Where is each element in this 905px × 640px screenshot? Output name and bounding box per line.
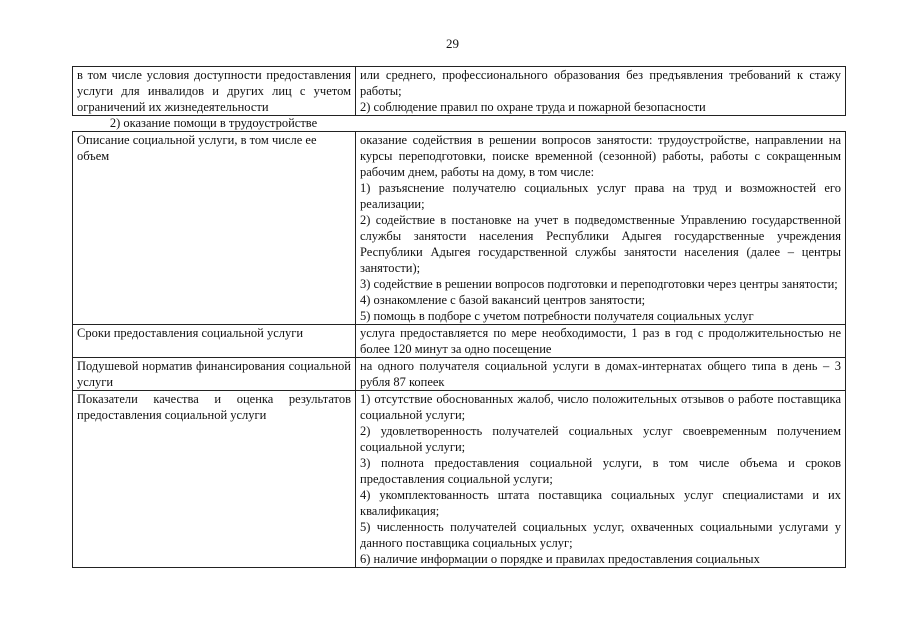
list-item: или среднего, профессионального образования без предъявления требований к стажу работы; bbox=[360, 68, 841, 98]
list-item: 5) численность получателей социальных услуг, охваченных социальными услугами у данного поставщика социальных услуг; bbox=[360, 520, 841, 550]
table-cell-label: Подушевой норматив финансирования социальной услуги bbox=[73, 358, 356, 391]
list-item: на одного получателя социальной услуги в домах-интернатах общего типа в день – 3 рубля 87 копеек bbox=[360, 359, 841, 389]
table-cell-label: Описание социальной услуги, в том числе ее объем bbox=[73, 132, 356, 325]
page-number: 29 bbox=[446, 36, 459, 51]
table-row bbox=[73, 132, 846, 325]
list-item: услуга предоставляется по мере необходимости, 1 раз в год с продолжительностью не более 120 минут за одно посещение bbox=[360, 326, 841, 356]
list-item: 5) помощь в подборе с учетом потребности получателя социальных услуг bbox=[360, 309, 754, 323]
table-row bbox=[73, 67, 846, 116]
list-item: 2) соблюдение правил по охране труда и пожарной безопасности bbox=[360, 100, 706, 114]
continuation-table bbox=[72, 66, 846, 116]
list-item: 1) отсутствие обоснованных жалоб, число положительных отзывов о работе поставщика социальной услуги; bbox=[360, 392, 841, 422]
table-cell-label: в том числе условия доступности предоставления услуги для инвалидов и других лиц с учетом ограничений их жизнедеятельности bbox=[73, 67, 356, 116]
list-item: 3) полнота предоставления социальной услуги, в том числе объема и сроков предоставления социальной услуги; bbox=[360, 456, 841, 486]
table-row bbox=[73, 325, 846, 358]
table-cell-label: Показатели качества и оценка результатов предоставления социальной услуги bbox=[73, 391, 356, 568]
list-item: 4) укомплектованность штата поставщика социальных услуг специалистами и их квалификация; bbox=[360, 488, 841, 518]
table-cell-label: Сроки предоставления социальной услуги bbox=[73, 325, 356, 358]
table-cell-content bbox=[356, 325, 846, 358]
list-item: 4) ознакомление с базой вакансий центров занятости; bbox=[360, 293, 646, 307]
list-item: 6) наличие информации о порядке и правилах предоставления социальных bbox=[360, 552, 760, 566]
list-item: 1) разъяснение получателю социальных услуг права на труд и возможностей его реализации; bbox=[360, 181, 841, 211]
table-row bbox=[73, 391, 846, 568]
list-item: 2) удовлетворенность получателей социальных услуг своевременным получением социальной услуги; bbox=[360, 424, 841, 454]
table-row bbox=[73, 358, 846, 391]
section-subheading: 2) оказание помощи в трудоустройстве bbox=[109, 116, 318, 130]
list-item: 3) содействие в решении вопросов подготовки и переподготовки через центры занятости; bbox=[360, 277, 838, 291]
list-item: 2) содействие в постановке на учет в подведомственные Управлению государственной службы занятости населения Республики Адыгея государственные учреждения Республики Адыгея государственной службы занятости населения (далее – центры занятости); bbox=[360, 213, 841, 275]
table-cell-content bbox=[356, 132, 846, 325]
table-cell-content bbox=[356, 358, 846, 391]
table-cell-content bbox=[356, 391, 846, 568]
table-cell-content bbox=[356, 67, 846, 116]
list-item: оказание содействия в решении вопросов занятости: трудоустройстве, направлении на курсы переподготовки, поиске временной (сезонной) работы, работы с сокращенным рабочим днем, работы на дому, в том числе: bbox=[360, 133, 841, 179]
service-table bbox=[72, 131, 846, 568]
